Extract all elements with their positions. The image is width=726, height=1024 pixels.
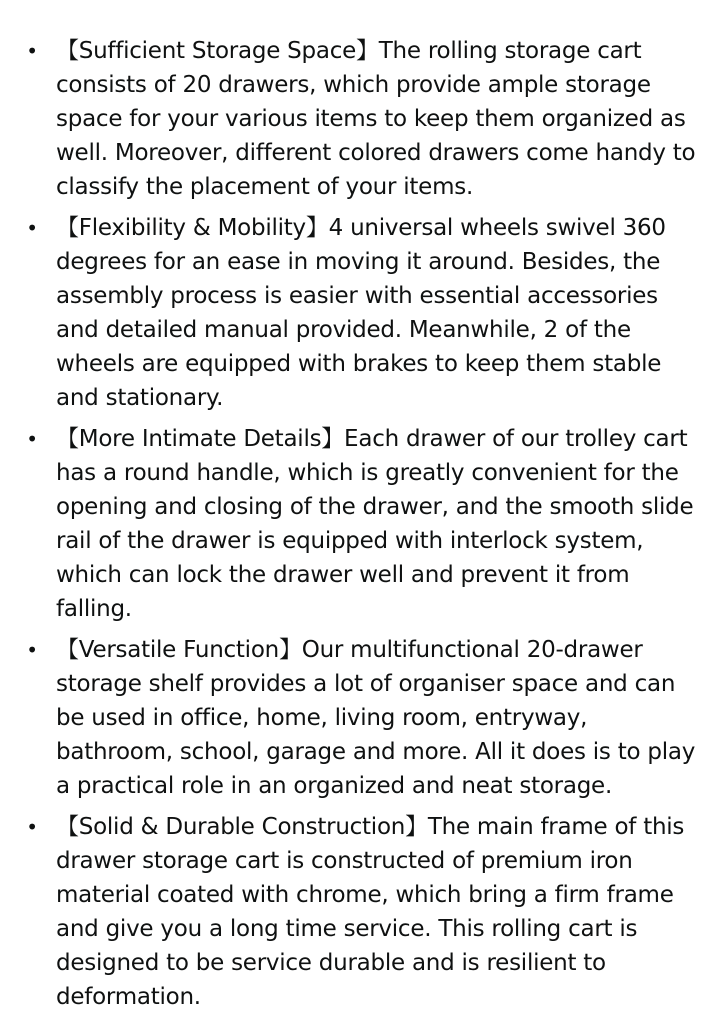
feature-bullet-details: [0, 422, 706, 626]
bullet-marker: •: [26, 39, 38, 63]
feature-bullet-storage-space: [0, 34, 706, 204]
feature-bullet-text: 【Flexibility & Mobility】4 universal wheels swivel 360 degrees for an ease in moving it around. Besides, the assembly process is easier with essential accessories and detailed manual provided. Meanwhile, 2 of the wheels are equipped with brakes to keep them stable and stationary.: [56, 215, 666, 411]
bullet-marker: •: [26, 427, 38, 451]
feature-bullet-text: 【Solid & Durable Construction】The main frame of this drawer storage cart is constructed of premium iron material coated with chrome, which bring a firm frame and give you a long time service. This rolling cart is designed to be service durable and is resilient to deformation.: [56, 814, 685, 1010]
feature-bullet-construction: [0, 810, 706, 1014]
feature-bullet-text: 【Versatile Function】Our multifunctional 20-drawer storage shelf provides a lot of organiser space and can be used in office, home, living room, entryway, bathroom, school, garage and more. All it does is to play a practical role in an organized and neat storage.: [56, 637, 696, 799]
feature-bullet-text: 【Sufficient Storage Space】The rolling storage cart consists of 20 drawers, which provide ample storage space for your various items to keep them organized as well. Moreover, different colored drawers come handy to classify the placement of your items.: [56, 38, 696, 200]
feature-bullet-text: 【More Intimate Details】Each drawer of our trolley cart has a round handle, which is greatly convenient for the opening and closing of the drawer, and the smooth slide rail of the drawer is equipped with interlock system, which can lock the drawer well and prevent it from falling.: [56, 426, 694, 622]
bullet-marker: •: [26, 638, 38, 662]
bullet-marker: •: [26, 216, 38, 240]
bullet-marker: •: [26, 815, 38, 839]
feature-bullet-versatile-function: [0, 633, 706, 803]
feature-bullet-mobility: [0, 211, 706, 415]
